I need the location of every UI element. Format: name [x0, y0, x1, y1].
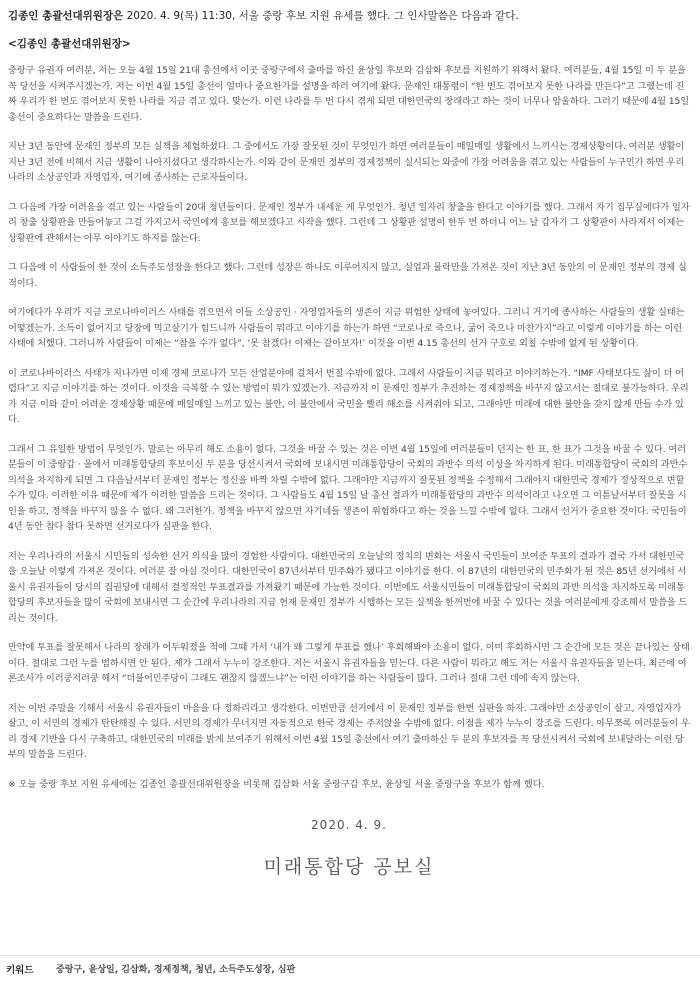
- footnote: ※ 오늘 중랑 후보 지원 유세에는 김종인 총괄선대위원장을 비롯해 김삼화 서울 중랑구갑 후보, 윤상일 서울 중랑구을 후보가 함께 했다.: [8, 778, 545, 790]
- paragraph-9: 만약에 투표를 잘못해서 나라의 장래가 어두워졌을 적에 그때 가서 ‘내가 왜 그렇게 투표를 했나’ 후회해봐야 소용이 없다. 이미 후회하시면 그 순간에 모든 것은 끝나있는 상태이다. 절대로 그런 누를 범하시면 안 된다. 제가 그래서 누누이 강조한다. 저는 서울시 유권자들을 믿는다. 다른 사람이 뭐라고 해도 저는 서울시 유권자들을 믿는다. 최근에 여론조사가 이러쿵저러쿵 해서 “더불어민주당이 그래도 괜찮지 않겠느냐”는 이런 이야기를 하는 사람들이 많다. 그러나 절대 그런 데에 속지 않는다.: [8, 642, 690, 684]
- paragraph-7: 그래서 그 유일한 방법이 무엇인가. 말로는 아무리 해도 소용이 없다. 그것을 바꿀 수 있는 것은 이번 4월 15일에 여러분들이 던지는 한 표, 한 표가 그것을 바꿀 수 있다. 여러분들이 이 중랑갑 · 을에서 미래통합당의 후보이신 두 분을 당선시켜서 국회에 보내시면 미래통합당이 국회의 과반수 의석 이상을 차지하게 된다. 미래통합당이 국회의 과반수 의석을 차지하게 되면 그 다음날서부터 문재인 정부는 정신을 바짝 차릴 수밖에 없다. 그래야만 지금까지 잘못된 정책을 수정해서 그래야지 대한민국 경제가 정상적으로 변할 수가 있다. 이러한 이유 때문에 제가 이러한 말씀을 드리는 것이다. 그 사람들도 4월 15일 날 총선 결과가 미래통합당의 과반수 의석이라고 나오면 그 이튿날서부터 잘못을 시인을 하고, 정책을 바꾸지 않을 수 없다. 왜 그러한가. 정책을 바꾸지 않으면 자기네들 생존이 위험하다고 하는 것을 느낄 수밖에 없다. 그래서 선거가 중요한 것이다. 국민들이 4년 동안 참다 참다 못하면 선거로다가 심판을 한다.: [8, 443, 688, 532]
- paragraph-10: 저는 이번 주말을 기해서 서울시 유권자들이 마음을 다 정하리라고 생각한다. 이번만큼 선거에서 이 문재인 정부를 한번 심판을 하자. 그래야만 소상공인이 살고, 자영업자가 살고, 이 서민의 경제가 탄탄해질 수 있다. 서민의 경제가 무너지면 자동적으로 한국 경제는 주저앉을 수밖에 없다. 이점을 제가 누누이 강조를 드린다. 아무쪼록 여러분들이 우리 경제 기반을 다시 구축하고, 대한민국의 미래를 밝게 보여주기 위해서 이번 4월 15일 총선에서 여기 출마하신 두 분의 후보자를 꼭 당선시켜서 국회에 보내달라는 이런 당부의 말씀을 드린다.: [8, 702, 690, 760]
- paragraph-1: 중랑구 유권자 여러분, 저는 오늘 4월 15일 21대 총선에서 이곳 중랑구에서 출마를 하신 윤상일 후보와 김삼화 후보를 지원하기 위해서 왔다. 여러분들, 4월 15일 이 두 분을 꼭 당선을 시켜주시겠는가. 저는 이번 4월 15일 총선이 얼마나 중요한가를 설명을 하러 여기에 왔다. 문재인 대통령이 “한 번도 겪어보지 못한 나라를 만든다”고 그랬는데 진짜 우리가 한 번도 겪어보지 못한 나라를 지금 겪고 있다. 맞는가. 이런 나라를 두 번 다시 겪게 되면 대한민국의 장래라고 하는 것이 너무나 암울하다. 그러기 때문에 4월 15일 총선이 중요하다는 말씀을 드린다.: [8, 65, 690, 123]
- paragraph-4: 그 다음에 이 사람들이 한 것이 소득주도성장을 한다고 했다. 그런데 성장은 하나도 이루어지지 않고, 실업과 물락만을 가져온 것이 지난 3년 동안의 이 문재인 정부의 경제 실적이다.: [8, 262, 687, 289]
- issuing-office: 미래통합당 공보실: [263, 856, 435, 878]
- lead-rest: 2020. 4. 9(목) 11:30, 서울 중랑 후보 지원 유세를 했다. 그 인사말씀은 다음과 같다.: [123, 10, 519, 22]
- keyword-list[interactable]: 중랑구, 윤상일, 김삼화, 경제정책, 청년, 소득주도성장, 심판: [56, 965, 296, 975]
- paragraph-2: 지난 3년 동안에 문재인 정부의 모든 실책을 체험하셨다. 그 중에서도 가장 잘못된 것이 무엇인가 하면 여러분들이 매일매일 생활에서 느끼시는 경제상황이다. 여러분 생활이 지난 3년 전에 비해서 지금 생활이 나아지셨다고 생각하시는가. 이와 같이 문재인 정부의 경제정책이 실시되는 와중에 가장 어려움을 겪고 있는 사람들이 누구인가 하면 우리나라의 소상공인과 자영업자, 여기에 종사하는 근로자들이다.: [8, 141, 685, 183]
- lead-subject: 김종인 총괄선대위원장은: [8, 10, 124, 22]
- paragraph-3: 그 다음에 가장 어려움을 겪고 있는 사람들이 20대 청년들이다. 문재인 정부가 내세운 게 무엇인가. 청년 일자리 창출을 한다고 이야기를 했다. 그래서 자기 집무실에다가 일자리 창출 상황판을 만들어놓고 그걸 가지고서 국민에게 홍보를 해보겠다고 시작을 했다. 그런데 그 상황판 설명이 한두 번 하더니 어느 날 갑자기 그 상황판이 사라져서 이제는 상황판에 관해서는 아무 이야기도 하지를 않는다.: [8, 201, 690, 244]
- keyword-bar: [0, 955, 700, 981]
- speaker-heading: <김종인 총괄선대위원장>: [8, 38, 131, 50]
- keyword-label: 키워드: [6, 964, 34, 976]
- release-date: 2020. 4. 9.: [311, 818, 387, 832]
- paragraph-8: 저는 우리나라의 서울시 시민들의 성숙한 선거 의식을 많이 경험한 사람이다. 대한민국의 오늘날의 정치의 변화는 서울시 국민들이 보여준 투표의 결과가 결국 가서 대한민국을 오늘날 이렇게 가져온 것이다. 여러분 잘 아실 것이다. 대한민국이 87년서부터 민주화가 됐다고 이야기를 한다. 이 87년의 대한민국의 민주화가 된 것은 85년 선거에서 서울시 유권자들이 당시의 집권당에 대해서 결정적인 투표결과를 가져왔기 때문에 가능한 것이다. 이번에도 서울시민들이 미래통합당이 국회의 과반 의석을 차지하도록 미래통합당의 후보자들을 많이 국회에 보내시면 그 순간에 우리나라의 지금 현재 문재인 정부가 시행하는 모든 실책을 한꺼번에 바꿀 수 있다는 것을 여러분에게 강조해서 말씀을 드리는 것이다.: [8, 550, 688, 624]
- paragraph-5: 여기에다가 우리가 지금 코로나바이러스 사태를 겪으면서 이들 소상공인 · 자영업자들의 생존이 지금 위험한 상태에 놓여있다. 그러니 거기에 종사하는 사람들의 생활 실태는 어떻겠는가. 소득이 없어지고 당장에 먹고살기가 힘드니까 사람들이 뭐라고 이야기를 하는가 하면 “코로나로 죽으나, 굶어 죽으나 마찬가지”라고 이렇게 이야기를 하는 이런 사태에 처했다. 그러니까 사람들이 이제는 “참을 수가 없다”, ‘못 참겠다! 이제는 갈아보자!’ 이것을 이번 4.15 총선의 선거 구호로 외칠 수밖에 없게 된 상황이다.: [8, 307, 685, 349]
- lead-sentence: [8, 8, 690, 24]
- paragraph-6: 이 코로나바이러스 사태가 지나가면 이제 경제 코로나가 모든 산업분야에 걸쳐서 번질 수밖에 없다. 그래서 사람들이 지금 뭐라고 이야기하는가. “IMF 사태보다도 삶이 더 어렵다”고 지금 이야기를 하는 것이다. 이것을 극복할 수 있는 방법이 뭐가 있겠는가. 지금까지 이 문재인 정부가 추진하는 경제정책을 바꾸지 않고서는 절대로 불가능하다. 우리가 지금 이와 같이 어려운 경제상황 때문에 매일매일 느끼고 있는 불안, 이 불안에서 국민을 빨리 해소를 시켜줘야 되고, 그래야만 미래에 대한 불안을 갖지 않게 만들 수가 있다.: [8, 367, 689, 425]
